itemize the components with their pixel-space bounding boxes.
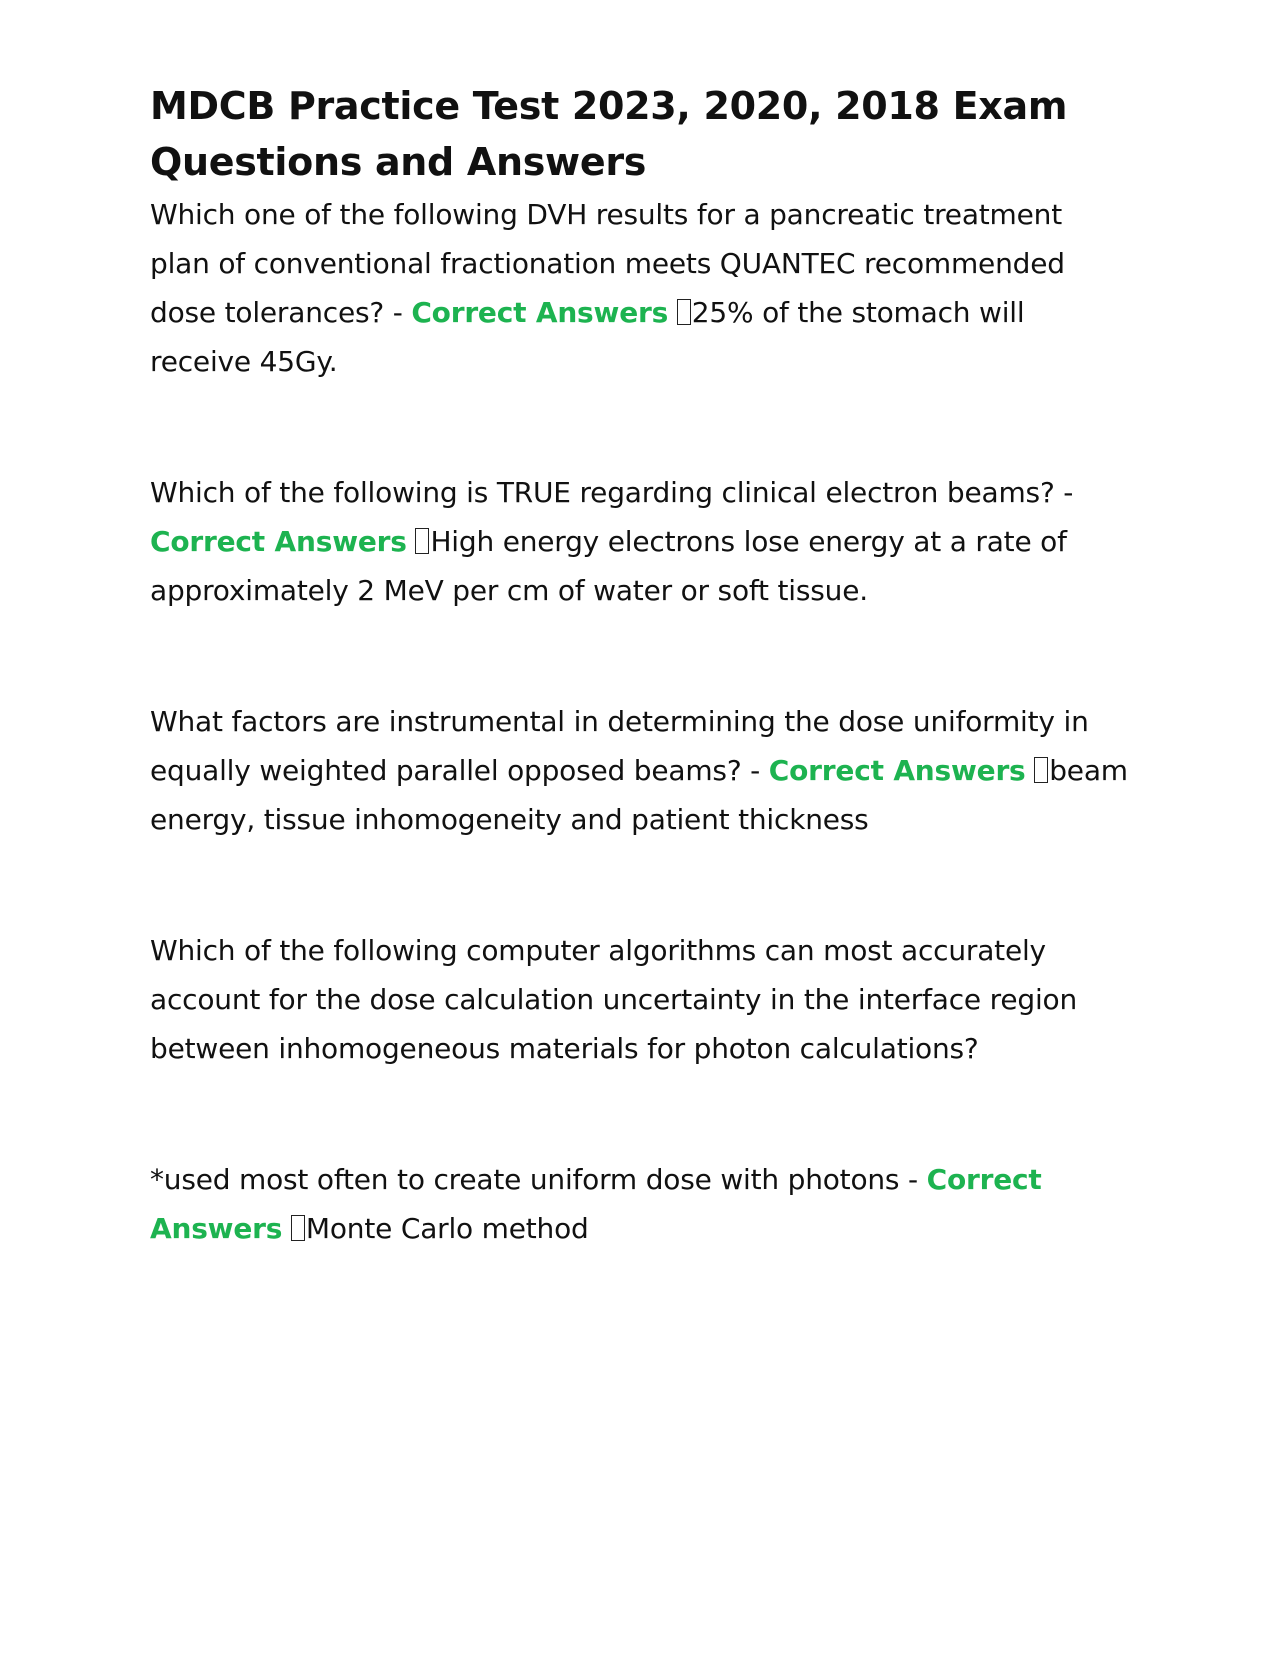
- document-title: MDCB Practice Test 2023, 2020, 2018 Exam Questions and Answers: [150, 84, 1068, 184]
- qa-item-4: [150, 926, 1130, 1073]
- document-page: [150, 78, 1130, 1253]
- answer-text: 25% of the stomach will receive 45Gy.: [150, 296, 1025, 378]
- question-text: Which one of the following DVH results for a pancreatic treatment plan of conventional fractionation meets QUANTEC recommended dose tolerances? -: [150, 198, 1065, 329]
- question-text: Which of the following is TRUE regarding clinical electron beams? -: [150, 476, 1074, 509]
- correct-answers-label: Correct Answers: [411, 296, 669, 329]
- question-text: Which of the following computer algorithms can most accurately account for the dose calculation uncertainty in the interface region between inhomogeneous materials for photon calculations?: [150, 934, 1078, 1065]
- question-text: What factors are instrumental in determining the dose uniformity in equally weighted parallel opposed beams? -: [150, 705, 1089, 787]
- correct-answers-label: Correct Answers: [150, 525, 407, 558]
- missing-glyph-icon: [677, 299, 691, 325]
- missing-glyph-icon: [291, 1215, 305, 1241]
- qa-item-3: [150, 697, 1130, 844]
- missing-glyph-icon: [415, 528, 429, 554]
- correct-answers-label: Correct Answers: [150, 1163, 1042, 1245]
- qa-item-2: [150, 468, 1130, 615]
- qa-item-5: [150, 1155, 1130, 1253]
- answer-text: High energy electrons lose energy at a rate of approximately 2 MeV per cm of water or soft tissue.: [150, 525, 1067, 607]
- answer-text: Monte Carlo method: [305, 1212, 589, 1245]
- question-text: *used most often to create uniform dose with photons -: [150, 1163, 918, 1196]
- missing-glyph-icon: [1034, 757, 1048, 783]
- answer-text: beam energy, tissue inhomogeneity and patient thickness: [150, 754, 1128, 836]
- qa-item-1: [150, 190, 1130, 386]
- correct-answers-label: Correct Answers: [768, 754, 1026, 787]
